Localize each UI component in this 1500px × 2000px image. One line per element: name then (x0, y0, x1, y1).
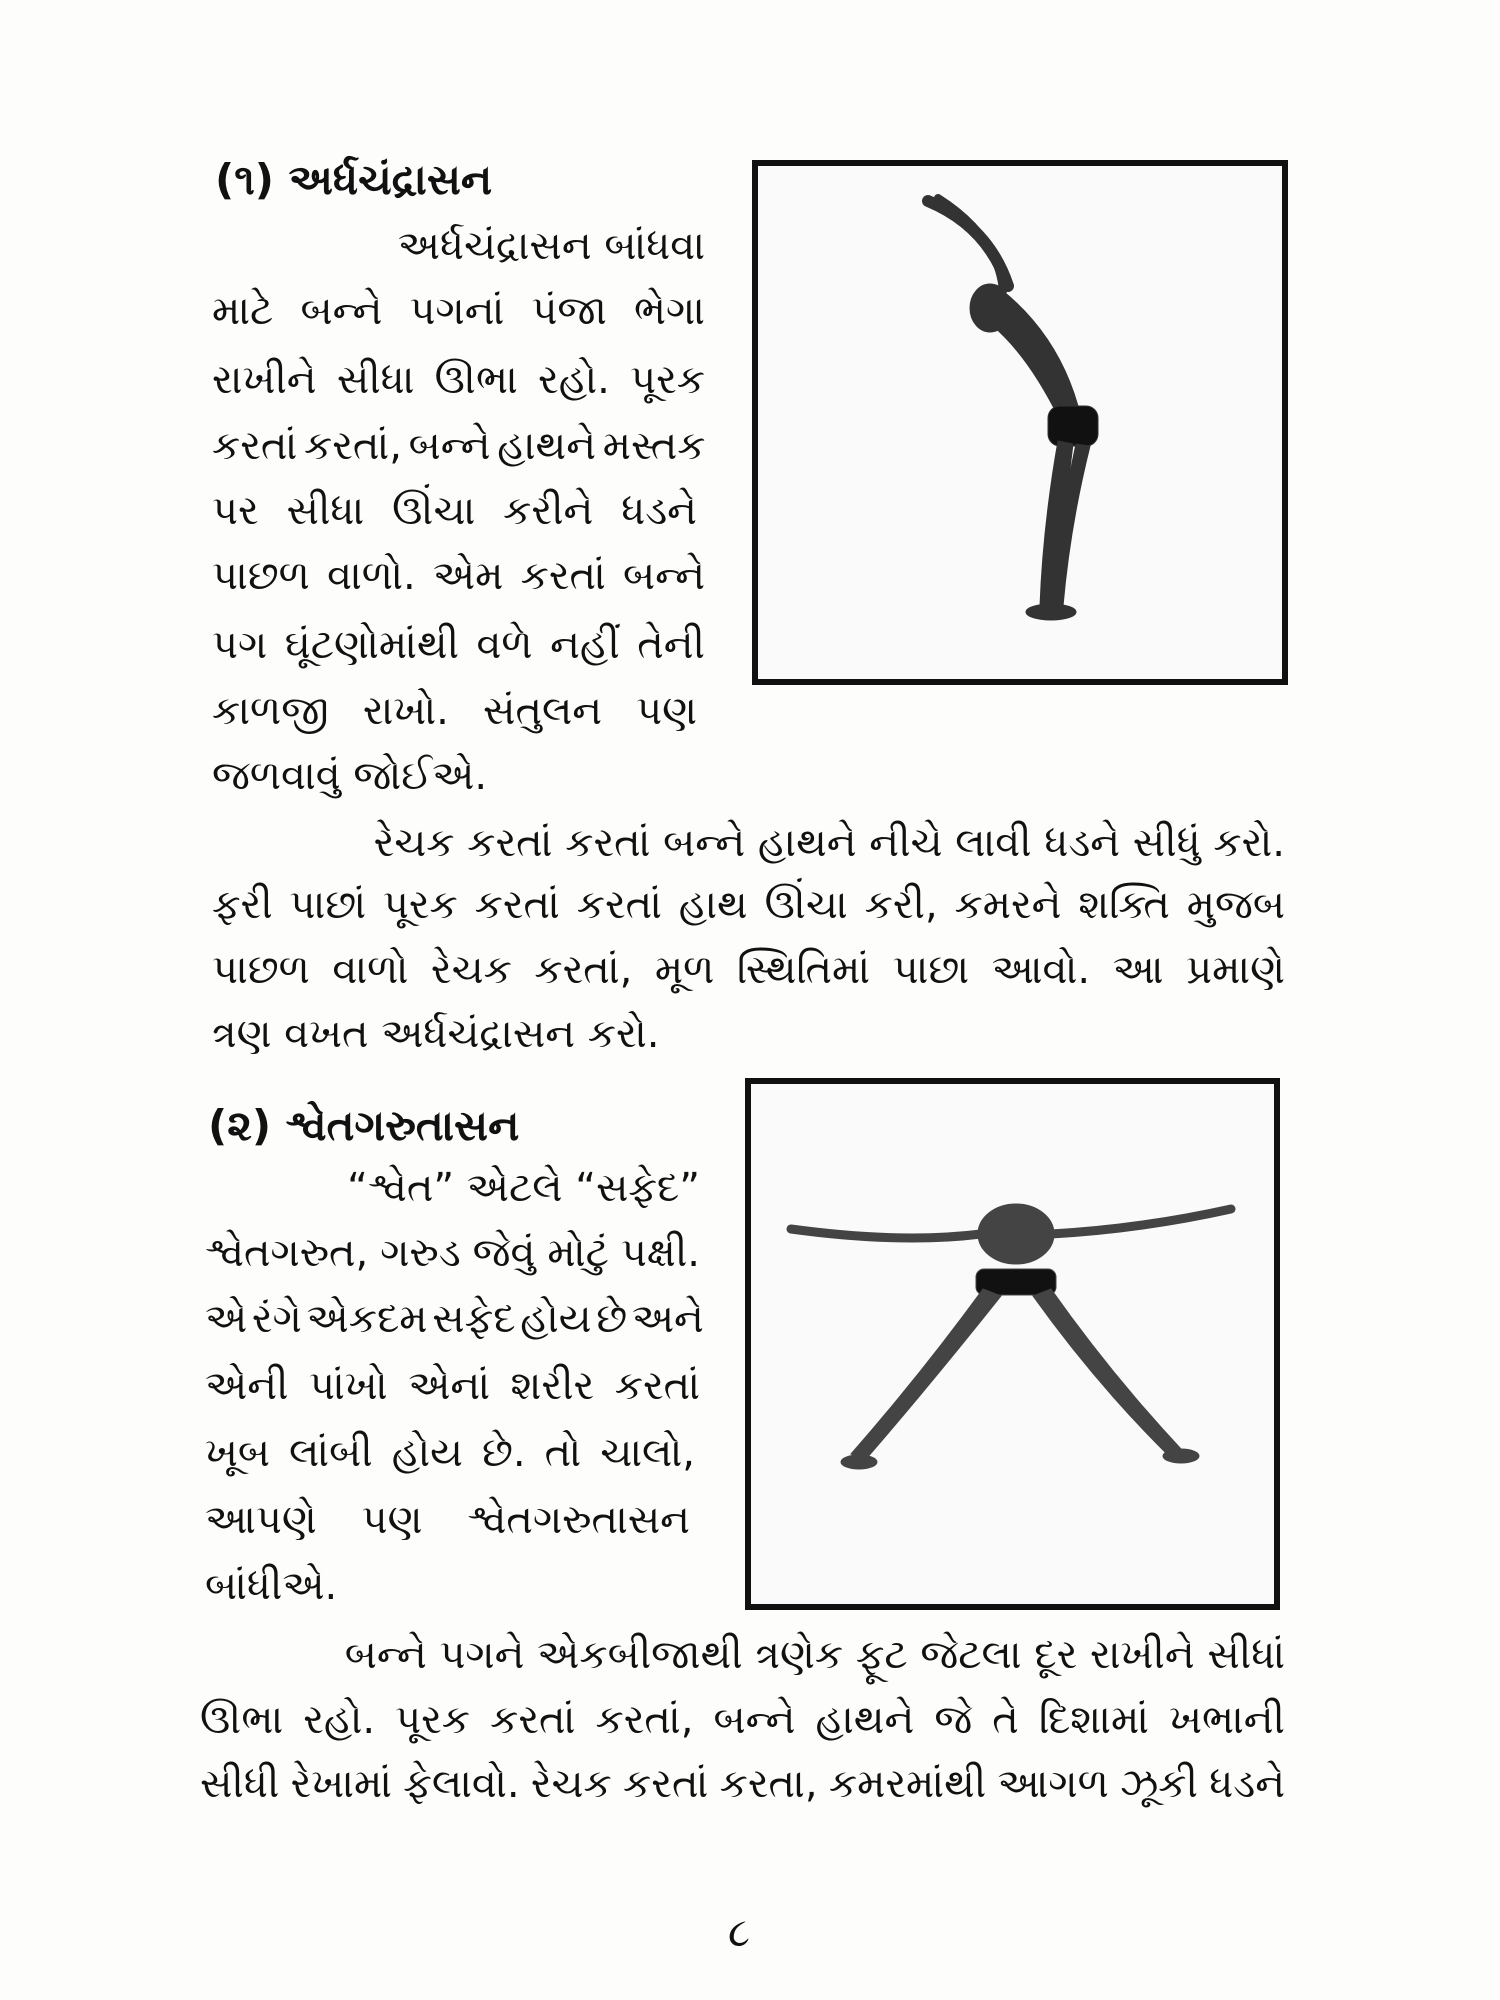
text-line: પાછળ વાળો રેચક કરતાં, મૂળ સ્થિતિમાં પાછા આવો. આ પ્રમાણે (212, 947, 1285, 993)
text-line: બાંધીએ. (205, 1563, 338, 1609)
page-number: ૮ (728, 1910, 750, 1956)
text-line: સીધી રેખામાં ફેલાવો. રેચક કરતાં કરતા, કમરમાંથી આગળ ઝૂકી ધડને (200, 1761, 1285, 1807)
text-line: રાખીને સીધા ઊભા રહો. પૂરક (212, 357, 705, 403)
text-line: કાળજી રાખો. સંતુલન પણ (212, 688, 697, 734)
text-line: એની પાંખો એનાં શરીર કરતાં (205, 1363, 700, 1409)
text-line: બન્ને પગને એકબીજાથી ત્રણેક ફૂટ જેટલા દૂર રાખીને સીધાં (344, 1632, 1285, 1678)
text-line: અર્ધચંદ્રાસન બાંધવા (397, 223, 705, 269)
section2-heading: (૨) શ્વેતગરુતાસન (208, 1101, 520, 1150)
text-line: પર સીધા ઊંચા કરીને ધડને (212, 488, 697, 534)
text-line: ઊભા રહો. પૂરક કરતાં કરતાં, બન્ને હાથને જે તે દિશામાં ખભાની (200, 1697, 1285, 1743)
text-line: જળવાવું જોઈએ. (212, 753, 488, 799)
pose-illustration-star (751, 1084, 1274, 1604)
pose-illustration-backbend (758, 166, 1282, 679)
figure-shvetagarutasana (745, 1078, 1280, 1610)
text-line: કરતાં કરતાં, બન્ને હાથને મસ્તક (212, 423, 706, 469)
text-line: ત્રણ વખત અર્ધચંદ્રાસન કરો. (212, 1011, 660, 1057)
text-line: રેચક કરતાં કરતાં બન્ને હાથને નીચે લાવી ધડને સીધું કરો. (373, 820, 1285, 866)
text-line: “શ્વેત” એટલે “સફેદ” (347, 1165, 700, 1211)
text-line: એ રંગે એકદમ સફેદ હોય છે અને (205, 1296, 704, 1342)
text-line: ખૂબ લાંબી હોય છે. તો ચાલો, (205, 1430, 695, 1476)
text-line: માટે બન્ને પગનાં પંજા ભેગા (212, 288, 705, 334)
text-line: પાછળ વાળો. એમ કરતાં બન્ને (212, 553, 705, 599)
text-line: શ્વેતગરુત, ગરુડ જેવું મોટું પક્ષી. (205, 1230, 700, 1276)
section1-heading: (૧) અર્ધચંદ્રાસન (215, 155, 493, 204)
text-line: આપણે પણ શ્વેતગરુતાસન (205, 1497, 690, 1543)
text-line: પગ ઘૂંટણોમાંથી વળે નહીં તેની (212, 622, 705, 668)
figure-ardha-chandrasana (752, 160, 1288, 685)
text-line: ફરી પાછાં પૂરક કરતાં કરતાં હાથ ઊંચા કરી, કમરને શક્તિ મુજબ (212, 882, 1285, 928)
